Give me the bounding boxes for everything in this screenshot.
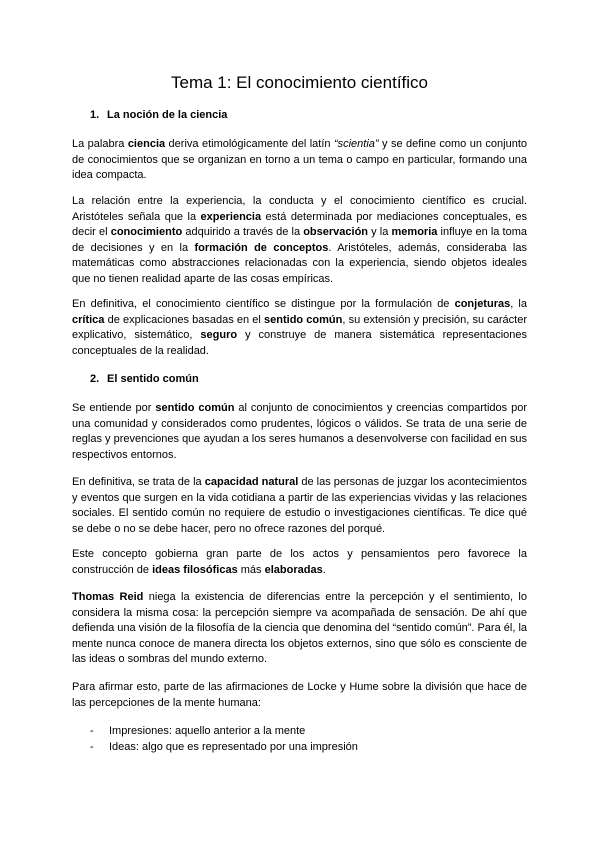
paragraph-5 <box>72 475 527 537</box>
emphasis-bold: memoria <box>391 226 438 238</box>
text-run: influye en la toma de decisiones y en la <box>72 226 527 254</box>
emphasis-bold: sentido común <box>155 402 235 414</box>
section-number: 2. <box>90 373 100 385</box>
emphasis-bold: conjeturas <box>454 298 511 310</box>
text-run: deriva etimológicamente del latín <box>165 138 334 150</box>
text-run: niega la existencia de diferencias entre la percepción y el sentimiento, lo considera la misma cosa: la percepción siempre va acompañada de sensación. De ahí que defienda una visión de la filosofía de la ciencia que denomina del “sentido común”. Para él, la mente nunca conoce de manera directa los objetos externos, sino que sólo es consciente de las ideas o sombras del mundo externo. <box>72 591 527 665</box>
text-run: y se define como un conjunto de conocimientos que se organizan en torno a un tema o campo en particular, formando una idea compacta. <box>72 138 527 181</box>
emphasis-bold: elaboradas <box>264 563 323 576</box>
text-run: al conjunto de conocimientos y creencias compartidos por una comunidad y considerados como prudentes, lógicos o válidos. Se trata de una serie de reglas y prevenciones que ayudan a los seres humanos a desenvolverse con facilidad en sus respectivos entornos. <box>72 402 527 461</box>
text-run: En definitiva, el conocimiento científico se distingue por la formulación de <box>72 298 455 310</box>
list-bullet: - <box>90 741 94 753</box>
emphasis-bold: Thomas Reid <box>72 591 144 603</box>
text-run: de explicaciones basadas en el <box>104 313 265 326</box>
text-run: y construye de manera sistemática representaciones conceptuales de la realidad. <box>72 329 527 357</box>
emphasis-italic: “scientia” <box>333 138 379 150</box>
text-run: adquirido a través de la <box>182 226 304 238</box>
paragraph-3 <box>72 297 527 359</box>
text-run: de las personas de juzgar los acontecimientos y eventos que surgen en la vida cotidiana a partir de las experiencias vividas y las relaciones sociales. El sentido común no requiere de estudio o investigaciones científicas. Te dice qué se debe o no se debe hacer, pero no ofrece razones del porqué. <box>72 476 528 535</box>
emphasis-bold: crítica <box>72 313 105 326</box>
text-run: Para afirmar esto, parte de las afirmaciones de Locke y Hume sobre la división que hace de las percepciones de la mente humana: <box>72 681 527 709</box>
emphasis-bold: ideas filosóficas <box>152 563 238 576</box>
list-item <box>90 724 305 739</box>
text-run: está determinada por mediaciones conceptuales, es decir el <box>72 210 527 238</box>
emphasis-bold: conocimiento <box>110 226 183 238</box>
text-run: y la <box>368 226 392 238</box>
list-bullet: - <box>90 725 94 737</box>
paragraph-2 <box>72 194 527 287</box>
paragraph-4 <box>72 401 527 463</box>
section-number: 1. <box>90 109 100 121</box>
paragraph-7 <box>72 590 527 668</box>
text-run: En definitiva, se trata de la <box>72 476 205 488</box>
list-item <box>90 740 358 755</box>
text-run: Se entiende por <box>72 402 156 414</box>
text-run: . <box>322 563 326 576</box>
emphasis-bold: capacidad natural <box>204 476 299 488</box>
emphasis-bold: ciencia <box>127 138 166 150</box>
text-run: La palabra <box>72 138 128 150</box>
text-run: Este concepto gobierna gran parte de los actos y pensamientos pero favorece la construcción de <box>72 548 527 576</box>
text-run: , su extensión y precisión, su carácter explicativo, sistemático, <box>72 313 527 341</box>
page-title: Tema 1: El conocimiento científico <box>170 73 428 92</box>
text-run: La relación entre la experiencia, la conducta y el conocimiento científico es crucial. Aristóteles señala que la <box>72 195 527 223</box>
emphasis-bold: observación <box>303 226 369 238</box>
text-run: , la <box>510 298 527 310</box>
paragraph-8 <box>72 680 527 711</box>
section-title: El sentido común <box>107 373 199 385</box>
list-item-text: Impresiones: aquello anterior a la mente <box>109 725 306 737</box>
section-heading-2 <box>90 372 199 386</box>
list-item-text: Ideas: algo que es representado por una impresión <box>109 741 358 753</box>
text-run: . Aristóteles, además, consideraba las matemáticas como abstracciones relacionadas con la experiencia, siendo objetos ideales que no tienen realidad aparte de las cosas empíricas. <box>72 241 527 285</box>
paragraph-1 <box>72 137 527 184</box>
emphasis-bold: seguro <box>200 329 238 341</box>
emphasis-bold: sentido común <box>264 313 343 326</box>
paragraph-6 <box>72 547 527 578</box>
text-run: más <box>237 563 265 576</box>
emphasis-bold: experiencia <box>200 210 262 223</box>
section-title: La noción de la ciencia <box>107 109 228 121</box>
section-heading-1 <box>90 108 227 122</box>
emphasis-bold: formación de conceptos <box>194 241 329 254</box>
